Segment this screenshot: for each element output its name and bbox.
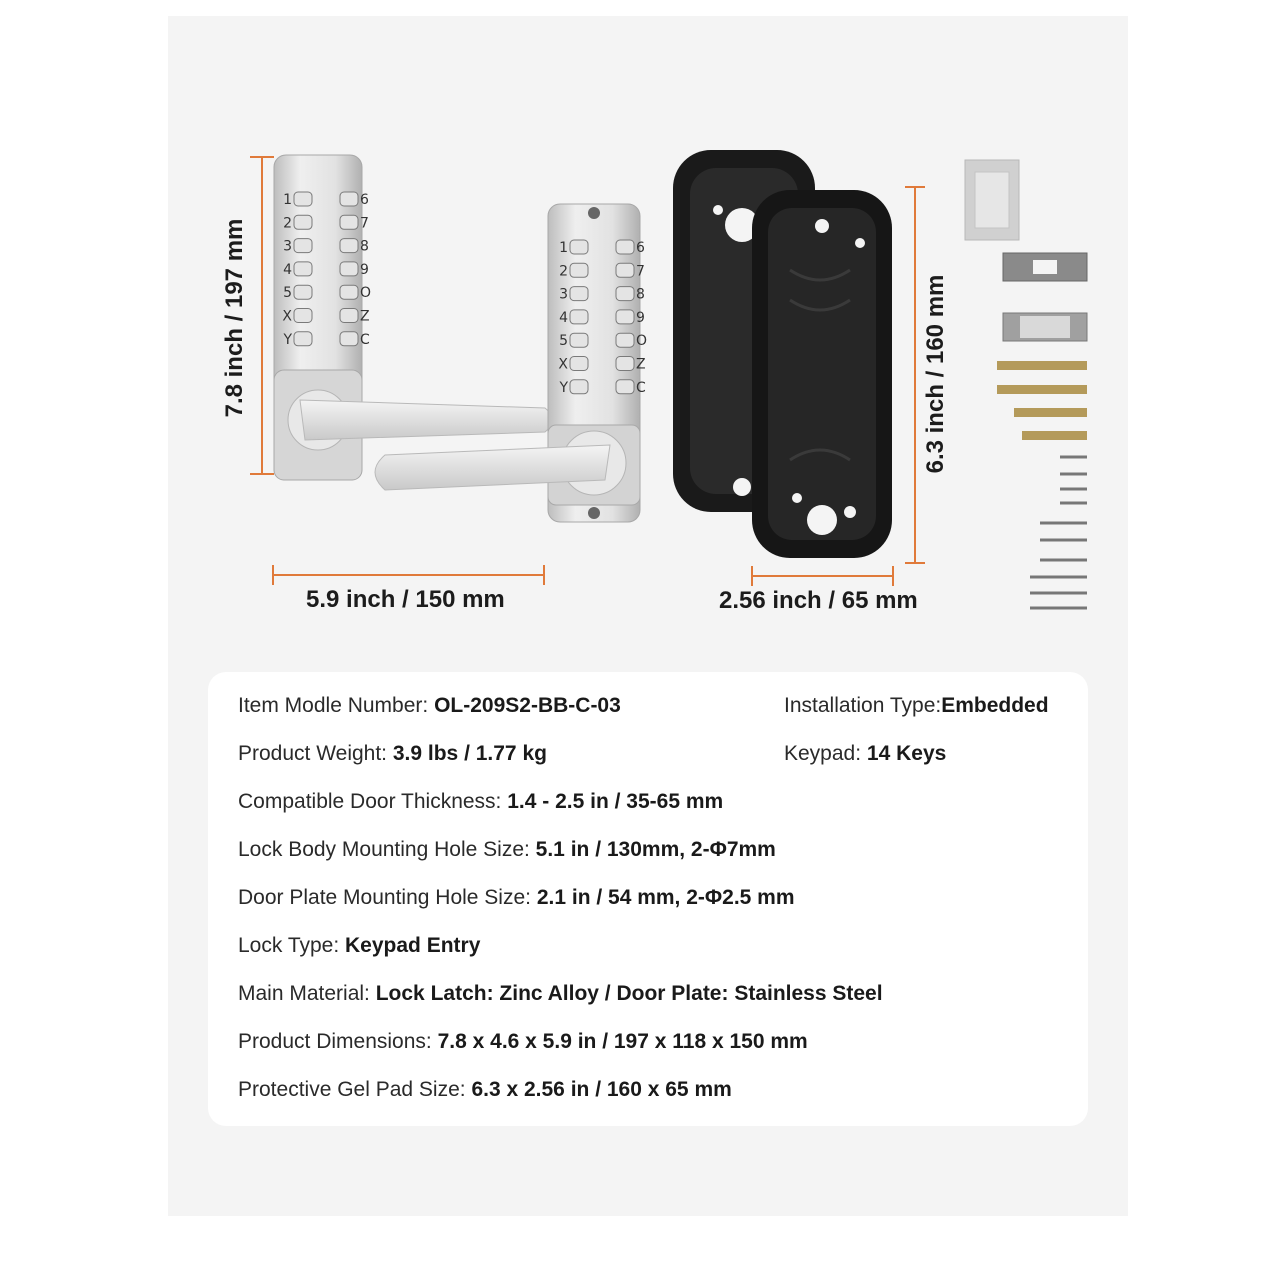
spec-label: Item Modle Number: xyxy=(238,694,435,717)
keypad-button[interactable] xyxy=(340,239,358,253)
keypad-button[interactable] xyxy=(616,310,634,324)
spec-row xyxy=(238,790,723,814)
spec-value: Lock Latch: Zinc Alloy / Door Plate: Stainless Steel xyxy=(375,982,883,1005)
key-label: X xyxy=(282,308,292,325)
key-label: 7 xyxy=(636,263,645,280)
spec-label: Door Plate Mounting Hole Size: xyxy=(238,886,537,909)
spec-label: Protective Gel Pad Size: xyxy=(238,1078,472,1101)
keypad-button[interactable] xyxy=(340,285,358,299)
spec-row xyxy=(238,934,480,958)
spec-row xyxy=(238,1030,808,1054)
spec-value: 6.3 x 2.56 in / 160 x 65 mm xyxy=(471,1078,732,1101)
key-label: 1 xyxy=(559,240,568,256)
gel-pad-front xyxy=(752,190,892,558)
keypad-button[interactable] xyxy=(294,192,312,206)
pad-width-dimension-line xyxy=(752,566,893,586)
spec-label: Lock Type: xyxy=(238,934,346,957)
keypad-button[interactable] xyxy=(294,262,312,276)
key-label: Y xyxy=(283,331,292,348)
lock-width-dimension-line xyxy=(273,565,544,585)
key-label: C xyxy=(360,331,370,348)
spec-row xyxy=(238,1078,732,1102)
key-label: 8 xyxy=(360,238,369,255)
key-label: 6 xyxy=(360,192,369,208)
key-label: 7 xyxy=(360,215,369,232)
key-label: C xyxy=(636,379,646,396)
lock-height-label: 7.8 inch / 197 mm xyxy=(221,218,248,418)
spec-row xyxy=(238,838,776,862)
keypad-button[interactable] xyxy=(340,332,358,346)
spec-label: Keypad: xyxy=(784,742,867,765)
spec-label: Compatible Door Thickness: xyxy=(238,790,508,813)
spec-value: 2.1 in / 54 mm, 2-Φ2.5 mm xyxy=(536,886,795,909)
spec-row xyxy=(238,982,883,1006)
keypad-button[interactable] xyxy=(570,357,588,371)
spec-row xyxy=(784,742,946,766)
key-label: 2 xyxy=(283,215,292,232)
keypad-button[interactable] xyxy=(616,357,634,371)
spec-label: Lock Body Mounting Hole Size: xyxy=(238,838,536,861)
spec-value: Embedded xyxy=(941,694,1049,717)
keypad-button[interactable] xyxy=(340,309,358,323)
spec-value: Keypad Entry xyxy=(345,934,481,957)
keypad-button[interactable] xyxy=(616,333,634,347)
lock-body-back xyxy=(274,155,553,480)
key-label: Z xyxy=(360,308,370,325)
spec-row xyxy=(238,742,547,766)
key-label: 9 xyxy=(636,309,645,326)
key-label: 6 xyxy=(636,240,645,256)
keypad-button[interactable] xyxy=(616,287,634,301)
lock-height-dimension-line xyxy=(250,157,274,474)
key-label: 9 xyxy=(360,261,369,278)
spec-label: Main Material: xyxy=(238,982,376,1005)
key-label: 3 xyxy=(283,238,292,255)
spec-value: 5.1 in / 130mm, 2-Φ7mm xyxy=(535,838,776,861)
spec-label: Installation Type: xyxy=(784,694,942,717)
key-label: 8 xyxy=(636,286,645,303)
key-label: 5 xyxy=(283,285,292,302)
key-label: O xyxy=(360,285,372,302)
spec-value: OL-209S2-BB-C-03 xyxy=(434,694,621,717)
spec-label: Product Dimensions: xyxy=(238,1030,438,1053)
keypad-button[interactable] xyxy=(570,380,588,394)
keypad-button[interactable] xyxy=(294,285,312,299)
key-label: 4 xyxy=(283,261,292,278)
key-label: O xyxy=(636,333,648,350)
spec-value: 14 Keys xyxy=(866,742,947,765)
accessories xyxy=(965,160,1087,608)
keypad-button[interactable] xyxy=(340,192,358,206)
keypad-button[interactable] xyxy=(570,333,588,347)
key-label: 2 xyxy=(559,263,568,280)
keypad-button[interactable] xyxy=(570,263,588,277)
pad-width-label: 2.56 inch / 65 mm xyxy=(719,587,918,614)
lock-width-label: 5.9 inch / 150 mm xyxy=(306,586,505,613)
spec-value: 1.4 - 2.5 in / 35-65 mm xyxy=(507,790,724,813)
pad-height-label: 6.3 inch / 160 mm xyxy=(922,274,949,474)
spec-row xyxy=(238,694,621,718)
key-label: 3 xyxy=(559,286,568,303)
keypad-button[interactable] xyxy=(294,239,312,253)
key-label: 1 xyxy=(283,192,292,208)
keypad-button[interactable] xyxy=(340,215,358,229)
keypad-button[interactable] xyxy=(340,262,358,276)
keypad-button[interactable] xyxy=(616,240,634,254)
spec-card xyxy=(208,672,1088,1126)
lock-body-front xyxy=(375,204,640,522)
keypad-button[interactable] xyxy=(616,263,634,277)
key-label: Z xyxy=(636,356,646,373)
keypad-button[interactable] xyxy=(570,287,588,301)
spec-row xyxy=(238,886,795,910)
spec-value: 3.9 lbs / 1.77 kg xyxy=(392,742,547,765)
keypad-button[interactable] xyxy=(616,380,634,394)
key-label: 4 xyxy=(559,309,568,326)
keypad-button[interactable] xyxy=(570,240,588,254)
keypad-button[interactable] xyxy=(294,332,312,346)
spec-value: 7.8 x 4.6 x 5.9 in / 197 x 118 x 150 mm xyxy=(437,1030,808,1053)
key-label: Y xyxy=(559,379,568,396)
key-label: 5 xyxy=(559,333,568,350)
keypad-button[interactable] xyxy=(294,309,312,323)
key-label: X xyxy=(558,356,568,373)
keypad-button[interactable] xyxy=(294,215,312,229)
spec-label: Product Weight: xyxy=(238,742,393,765)
spec-row xyxy=(784,694,1049,718)
keypad-button[interactable] xyxy=(570,310,588,324)
